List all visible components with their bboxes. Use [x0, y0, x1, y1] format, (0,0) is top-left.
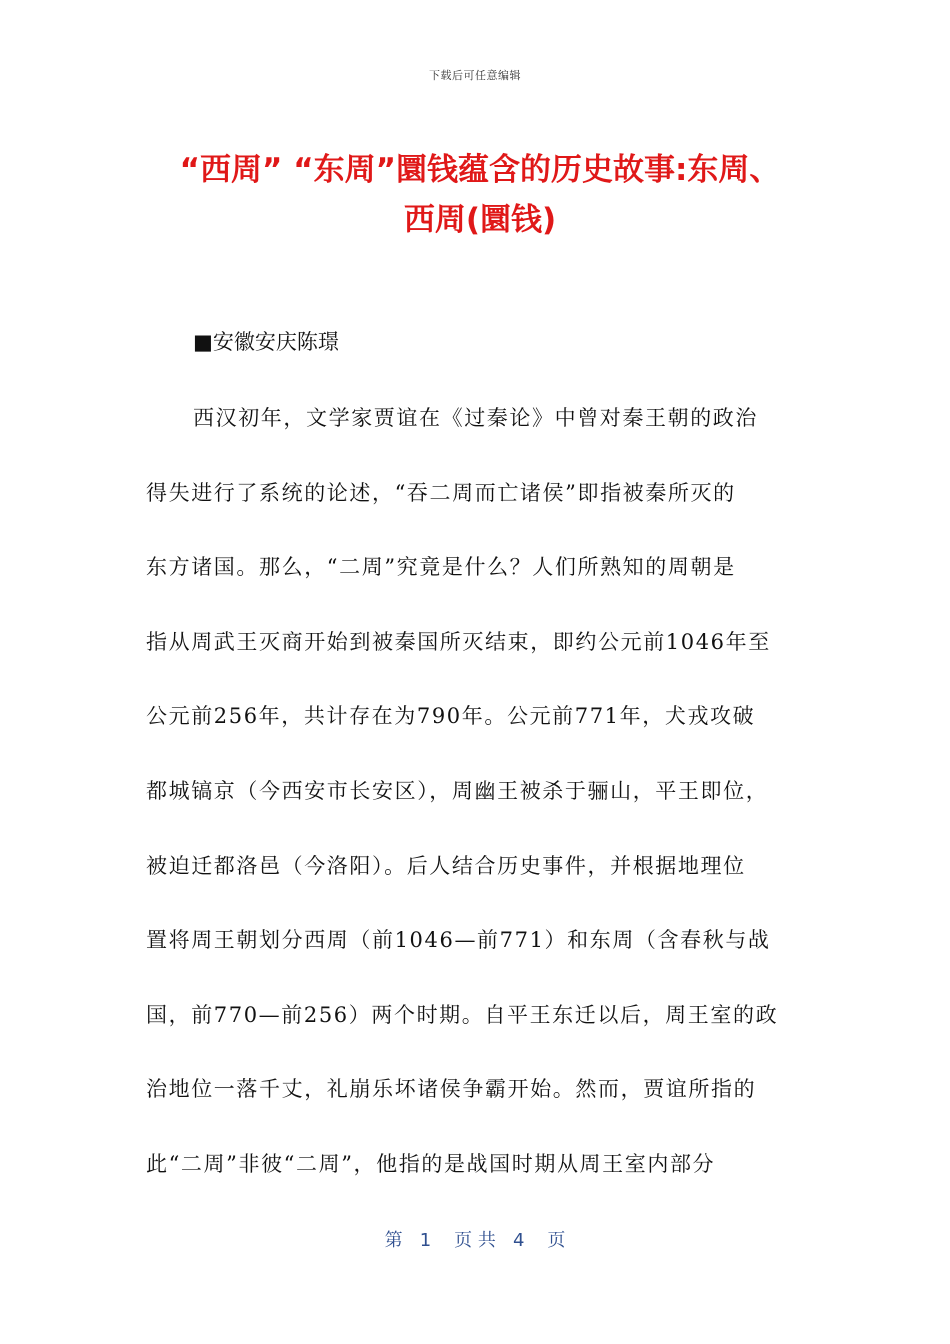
page-footer: 第 1 页 共 4 页	[384, 1230, 566, 1251]
body-line: 都城镐京（今西安市长安区），周幽王被杀于骊山，平王即位，	[146, 778, 769, 803]
document-title	[150, 145, 810, 245]
title-line-2: 西周(圜钱)	[403, 202, 557, 238]
body-line: 西汉初年，文学家贾谊在《过秦论》中曾对秦王朝的政治	[193, 406, 758, 430]
author-line: ■安徽安庆陈璟	[193, 330, 339, 354]
body-line: 得失进行了系统的论述，“吞二周而亡诸侯”即指被秦所灭的	[146, 480, 736, 505]
body-line: 东方诸国。那么，“二周”究竟是什么？人们所熟知的周朝是	[146, 555, 736, 580]
body-line: 置将周王朝划分西周（前1046—前771）和东周（含春秋与战	[146, 928, 771, 953]
body-line: 指从周武王灭商开始到被秦国所灭结束，即约公元前1046年至	[146, 629, 771, 654]
body-paragraph	[146, 392, 816, 1213]
body-line: 治地位一落千丈，礼崩乐坏诸侯争霸开始。然而，贾谊所指的	[146, 1077, 757, 1102]
header-note: 下载后可任意编辑	[429, 69, 521, 82]
body-line: 被迫迁都洛邑（今洛阳）。后人结合历史事件，并根据地理位	[146, 853, 746, 878]
body-line: 此“二周”非彼“二周”，他指的是战国时期从周王室内部分	[146, 1151, 716, 1176]
body-line: 公元前256年，共计存在为790年。公元前771年，犬戎攻破	[146, 704, 756, 729]
body-line: 国，前770—前256）两个时期。自平王东迁以后，周王室的政	[146, 1002, 779, 1027]
title-line-1: “西周” “东周”圜钱蕴含的历史故事:东周、	[179, 152, 781, 188]
